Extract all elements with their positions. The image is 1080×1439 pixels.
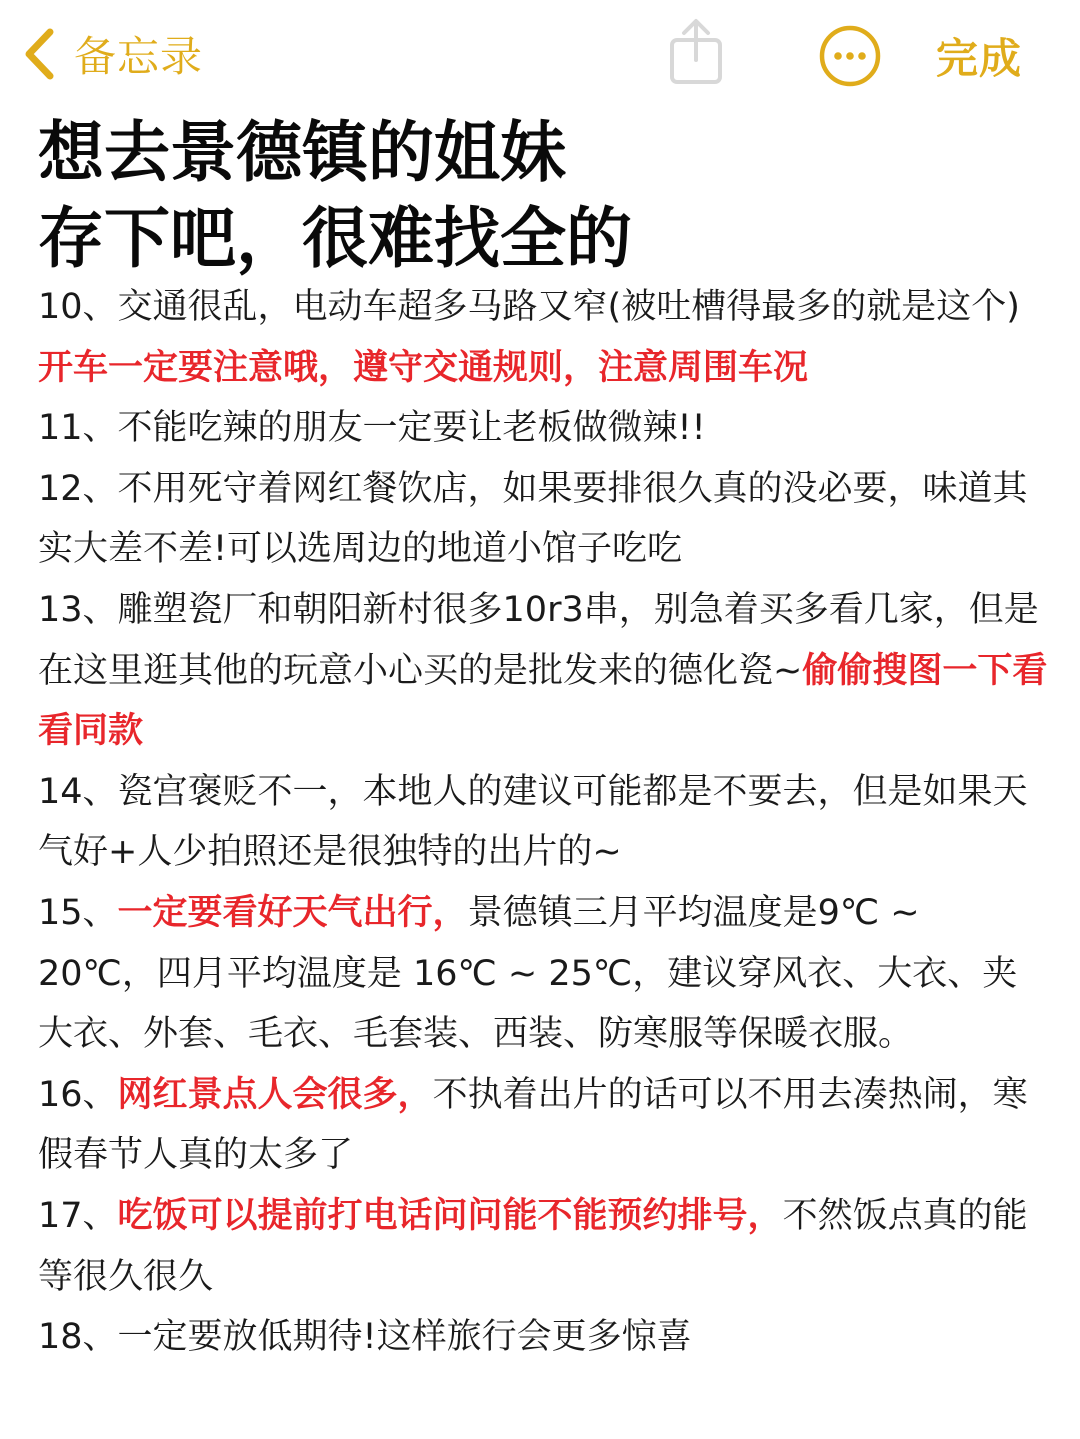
note-text: 14、瓷宫褒贬不一，本地人的建议可能都是不要去，但是如果天气好+人少拍照还是很独特的出片的~ (38, 771, 1028, 873)
title-line: 想去景德镇的姐妹 (38, 114, 566, 191)
back-button[interactable] (22, 24, 203, 84)
note-text: 不执着出片的话可以不用去凑热闹，寒假春节人真的太多了 (38, 1074, 1028, 1176)
note-item (38, 1307, 1048, 1368)
note-item (38, 1065, 1048, 1186)
highlighted-text: 吃饭可以提前打电话问问能不能预约排号， (117, 1195, 783, 1236)
note-text: 15、 (38, 892, 118, 933)
note-item (38, 277, 1048, 398)
share-icon[interactable] (664, 16, 728, 86)
note-text: 17、 (38, 1195, 118, 1236)
note-item (38, 1186, 1048, 1307)
highlighted-text: 一定要看好天气出行， (117, 892, 468, 933)
note-text: 18、一定要放低期待!这样旅行会更多惊喜 (38, 1317, 692, 1358)
note-text: 10、交通很乱，电动车超多马路又窄(被吐槽得最多的就是这个) (38, 287, 1020, 327)
note-item (38, 398, 1048, 459)
note-body[interactable] (38, 277, 1048, 1368)
highlighted-text: 偷偷搜图一下看看同款 (38, 650, 1048, 752)
note-text: 景德镇三月平均温度是9℃ ~ 20℃，四月平均温度是 16℃ ~ 25℃，建议穿风衣、大衣、夹大衣、外套、毛衣、毛套装、西装、防寒服等保暖衣服。 (38, 892, 1018, 1055)
note-item (38, 580, 1048, 762)
back-button-label: 备忘录 (74, 32, 204, 81)
highlighted-text: 网红景点人会很多， (117, 1074, 433, 1115)
note-text: 11、不能吃辣的朋友一定要让老板做微辣!! (38, 408, 706, 449)
chevron-left-icon (22, 26, 56, 82)
note-text: 13、雕塑瓷厂和朝阳新村很多10r3串，别急着买多看几家，但是在这里逛其他的玩意小心买的是批发来的德化瓷~ (38, 589, 1039, 691)
highlighted-text: 开车一定要注意哦，遵守交通规则，注意周围车况 (38, 347, 809, 388)
note-item (38, 762, 1048, 883)
note-text: 不然饭点真的能等很久很久 (38, 1195, 1028, 1297)
note-item (38, 459, 1048, 580)
note-text: 12、不用死守着网红餐饮店，如果要排很久真的没必要，味道其实大差不差!可以选周边的地道小馆子吃吃 (38, 468, 1028, 570)
note-title (38, 110, 1038, 282)
title-line: 存下吧，很难找全的 (38, 200, 632, 277)
note-item (38, 883, 1048, 1065)
note-text: 16、 (38, 1074, 118, 1115)
navigation-bar (0, 0, 1080, 108)
done-button[interactable]: 完成 (936, 34, 1023, 83)
more-icon[interactable] (818, 24, 882, 88)
